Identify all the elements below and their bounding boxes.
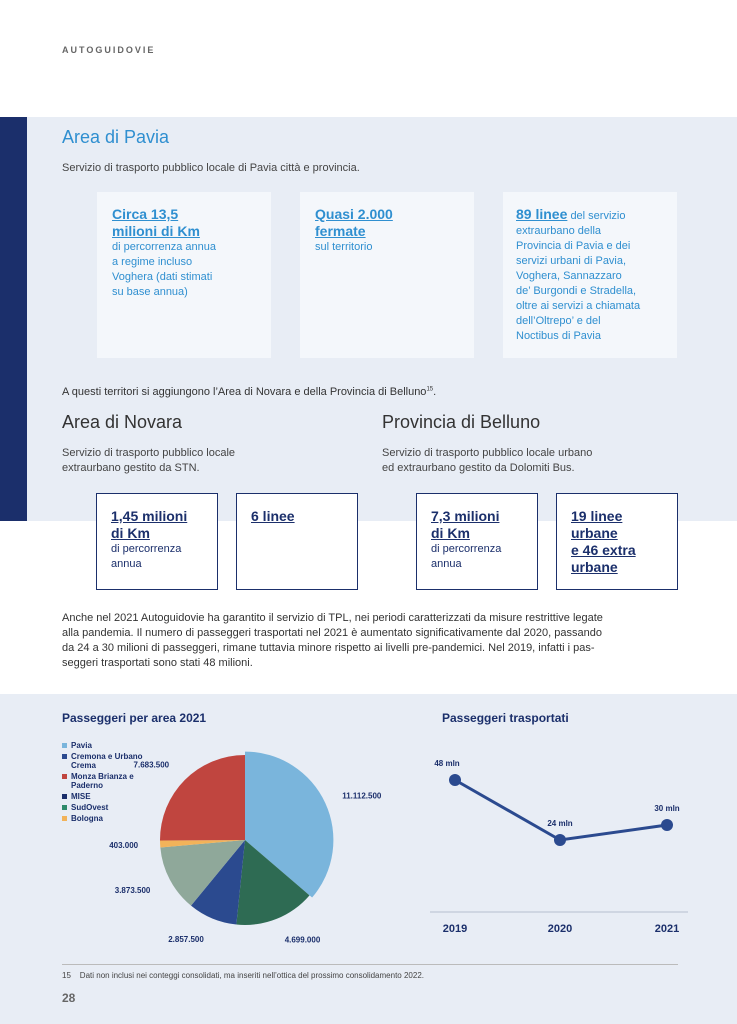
line-value-label-2019: 48 mln bbox=[434, 759, 460, 768]
footnote-number: 15 bbox=[62, 971, 71, 980]
novara-desc-2: extraurbano gestito da STN. bbox=[62, 462, 200, 474]
belluno-km-highlight-2: di Km bbox=[431, 525, 470, 541]
body-line-1: Anche nel 2021 Autoguidovie ha garantito il servizio di TPL, nei periodi caratterizzati da misure restrittive legate bbox=[62, 612, 603, 624]
pavia-km-text-3: Voghera (dati stimati bbox=[112, 271, 213, 283]
pavia-stops-text: sul territorio bbox=[315, 241, 373, 253]
pavia-lines-text-7: dell’Oltrepo’ e del bbox=[516, 315, 601, 327]
x-tick-label-2021: 2021 bbox=[654, 923, 680, 935]
pavia-card-km bbox=[97, 192, 271, 358]
footnote-text: Dati non inclusi nei conteggi consolidati, ma inseriti nell’ottica del prossimo consolidamento 2022. bbox=[79, 971, 424, 980]
legend-swatch-monza bbox=[62, 774, 67, 779]
legend-swatch-sudovest bbox=[62, 805, 67, 810]
territories-note bbox=[62, 386, 436, 398]
left-accent-bar bbox=[0, 117, 27, 521]
legend-label-monza: Monza Brianza e Paderno bbox=[71, 772, 134, 790]
pavia-km-text-1: di percorrenza annua bbox=[112, 241, 216, 253]
belluno-km-text-2: annua bbox=[431, 558, 462, 570]
pavia-lines-text-5: de’ Burgondi e Stradella, bbox=[516, 285, 637, 297]
belluno-lines-3: e 46 extra bbox=[571, 542, 636, 558]
pie-slices bbox=[160, 752, 333, 925]
line-chart bbox=[420, 740, 700, 950]
pavia-title: Area di Pavia bbox=[62, 127, 170, 147]
body-paragraph bbox=[62, 611, 678, 671]
novara-km-highlight-2: di Km bbox=[111, 525, 150, 541]
pavia-intro: Servizio di trasporto pubblico locale di Pavia città e provincia. bbox=[62, 162, 360, 174]
pie-label-sudovest: 4.699.000 bbox=[284, 935, 321, 945]
legend-swatch-cremona bbox=[62, 754, 67, 759]
legend-label-bologna: Bologna bbox=[71, 814, 103, 823]
pavia-stops-highlight-1: Quasi 2.000 bbox=[315, 206, 393, 222]
belluno-km-text-1: di percorrenza bbox=[431, 543, 502, 555]
pie-label-cremona-e-urbano-crema: 3.873.500 bbox=[114, 885, 151, 895]
pie-label-bologna: 403.000 bbox=[109, 840, 139, 850]
belluno-lines-1: 19 linee bbox=[571, 508, 623, 524]
pavia-km-text-2: a regime incluso bbox=[112, 256, 193, 268]
novara-km-text-2: annua bbox=[111, 558, 142, 570]
footnote-ref: 15 bbox=[426, 386, 434, 393]
pavia-card-stops bbox=[300, 192, 474, 358]
x-tick-label-2019: 2019 bbox=[442, 923, 468, 935]
line-point-2019 bbox=[449, 774, 461, 786]
line-point-2020 bbox=[554, 834, 566, 846]
legend-label-sudovest: SudOvest bbox=[71, 803, 109, 812]
legend-label-cremona: Cremona e Urbano Crema bbox=[71, 752, 143, 770]
pavia-km-text-4: su base annua) bbox=[112, 286, 188, 298]
pavia-card-lines bbox=[503, 192, 677, 358]
body-line-2: alla pandemia. Il numero di passeggeri trasportati nel 2021 è aumentato significativamente dal 2020, passando bbox=[62, 627, 602, 639]
novara-desc-1: Servizio di trasporto pubblico locale bbox=[62, 447, 236, 459]
novara-lines-highlight: 6 linee bbox=[251, 508, 295, 524]
pavia-km-highlight-1: Circa 13,5 bbox=[112, 206, 179, 222]
belluno-title: Provincia di Belluno bbox=[382, 412, 541, 432]
belluno-lines-4: urbane bbox=[571, 559, 618, 575]
novara-card-lines bbox=[236, 493, 358, 590]
legend-label-pavia: Pavia bbox=[71, 741, 92, 750]
belluno-desc-2: ed extraurbano gestito da Dolomiti Bus. bbox=[382, 462, 575, 474]
territories-note-text: A questi territori si aggiungono l’Area di Novara e della Provincia di Belluno bbox=[62, 386, 427, 398]
novara-km-text-1: di percorrenza bbox=[111, 543, 182, 555]
legend-swatch-mise bbox=[62, 794, 67, 799]
novara-km-highlight-1: 1,45 milioni bbox=[111, 508, 188, 524]
novara-title: Area di Novara bbox=[62, 412, 183, 432]
legend-swatch-pavia bbox=[62, 743, 67, 748]
belluno-desc bbox=[382, 446, 592, 476]
novara-card-km bbox=[96, 493, 218, 590]
pie-chart bbox=[100, 740, 390, 950]
novara-desc bbox=[62, 446, 235, 476]
line-chart-title: Passeggeri trasportati bbox=[442, 711, 569, 725]
pie-label-pavia: 11.112.500 bbox=[342, 791, 382, 801]
x-tick-label-2020: 2020 bbox=[547, 923, 573, 935]
line-path bbox=[455, 780, 667, 840]
body-line-4: seggeri trasportati sono stati 48 milioni. bbox=[62, 657, 253, 669]
pie-slice-monza-brianza-e-paderno bbox=[160, 755, 245, 840]
line-value-label-2021: 30 mln bbox=[654, 804, 680, 813]
belluno-card-lines bbox=[556, 493, 678, 590]
pavia-km-highlight-2: milioni di Km bbox=[112, 223, 200, 239]
header-label: AUTOGUIDOVIE bbox=[62, 45, 156, 55]
footnote-divider bbox=[62, 964, 678, 965]
line-series bbox=[434, 759, 679, 935]
line-point-2021 bbox=[661, 819, 673, 831]
territories-note-end: . bbox=[433, 386, 437, 398]
belluno-desc-1: Servizio di trasporto pubblico locale urbano bbox=[382, 447, 593, 459]
pavia-stops-highlight-2: fermate bbox=[315, 223, 366, 239]
pavia-lines-text-3: servizi urbani di Pavia, bbox=[516, 255, 627, 267]
line-value-label-2020: 24 mln bbox=[547, 819, 573, 828]
pavia-lines-text-4: Voghera, Sannazzaro bbox=[516, 270, 622, 282]
pavia-lines-text-6: oltre ai servizi a chiamata bbox=[516, 300, 641, 312]
pie-label-mise: 2.857.500 bbox=[168, 934, 204, 944]
belluno-km-highlight-1: 7,3 milioni bbox=[431, 508, 500, 524]
pie-chart-title: Passeggeri per area 2021 bbox=[62, 711, 207, 725]
pie-label-monza-brianza-e-paderno: 7.683.500 bbox=[133, 760, 170, 770]
body-line-3: da 24 a 30 milioni di passeggeri, rimane tuttavia minore rispetto ai livelli pre-pandemici. Nel 2019, infatti i pas- bbox=[62, 642, 595, 654]
footnote bbox=[62, 971, 424, 980]
pavia-lines-text-2: Provincia di Pavia e dei bbox=[516, 240, 631, 252]
page-number: 28 bbox=[62, 991, 76, 1005]
belluno-card-km bbox=[416, 493, 538, 590]
pavia-lines-text-1: extraurbano della bbox=[516, 225, 602, 237]
belluno-lines-2: urbane bbox=[571, 525, 618, 541]
legend-swatch-bologna bbox=[62, 816, 67, 821]
pavia-lines-lead: del servizio bbox=[570, 210, 626, 222]
legend-label-mise: MISE bbox=[71, 792, 91, 801]
pavia-lines-highlight: 89 linee bbox=[516, 206, 568, 222]
pavia-lines-text-8: Noctibus di Pavia bbox=[516, 330, 601, 342]
